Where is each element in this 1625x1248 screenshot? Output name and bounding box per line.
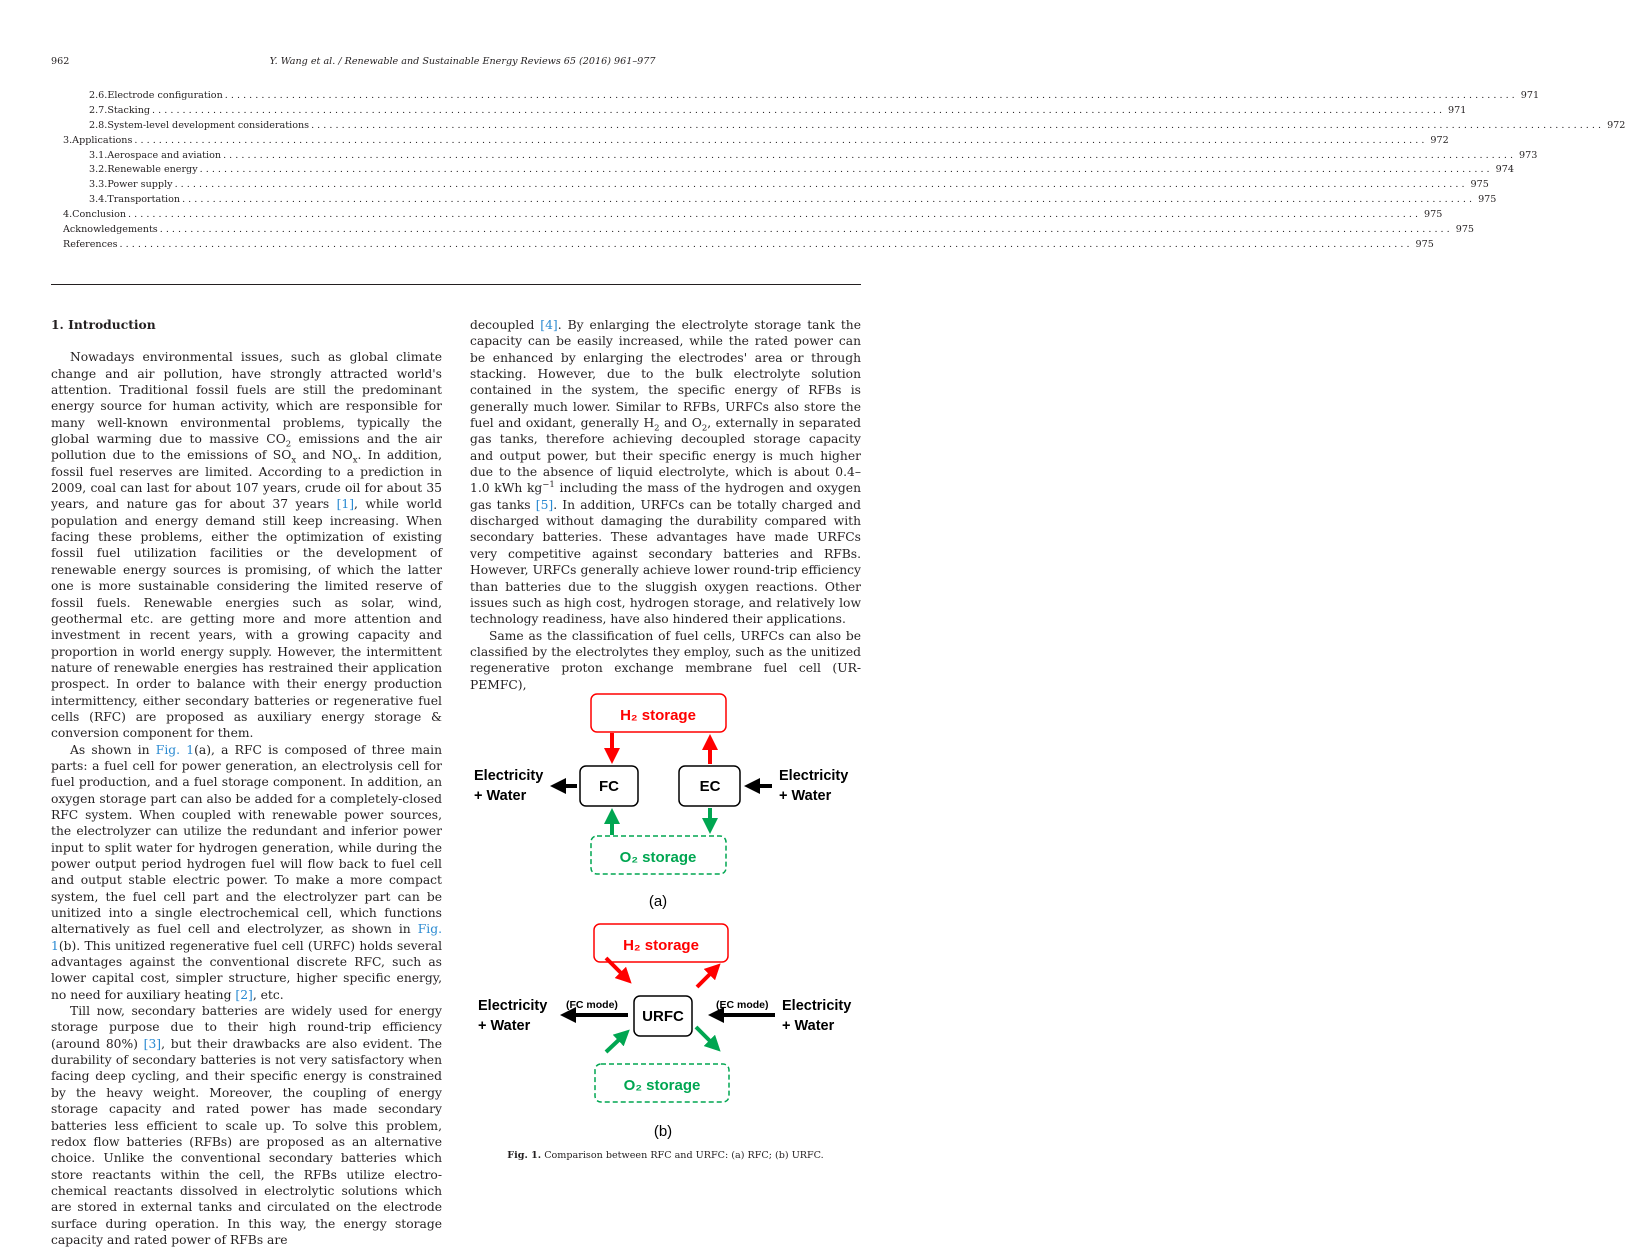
- toc-leader: [223, 149, 1513, 164]
- toc-page: 971: [1448, 104, 1467, 116]
- text-run: . In addition, URFCs can be totally charged and discharged without damaging the durability compared with secondary batteries. These advantages have made URFCs very competitive against secondary batteries and RFBs. However, URFCs generally achieve lower round-trip efficiency than batteries due to the sluggish oxygen reactions. Other issues such as high cost, hydrogen storage, and relatively low technology readiness, have also hindered their applications.: [470, 497, 861, 627]
- water-left: + Water: [474, 788, 527, 804]
- toc-leader: [128, 208, 1418, 223]
- toc-entry[interactable]: [63, 134, 1449, 149]
- toc-page: 975: [1478, 194, 1497, 206]
- fc-label: FC: [599, 778, 619, 795]
- paragraph: [51, 742, 442, 1004]
- figure-1: [470, 690, 861, 1145]
- text-run: −1: [542, 480, 555, 491]
- toc-leader: [225, 89, 1515, 104]
- text-run: x: [291, 455, 297, 466]
- toc-leader: [152, 104, 1442, 119]
- citation-link[interactable]: [5]: [535, 497, 554, 512]
- text-run: 2: [701, 423, 708, 434]
- toc-title: Conclusion: [72, 208, 128, 223]
- toc-title: Applications: [72, 134, 134, 149]
- paragraph: [51, 349, 442, 741]
- text-run: and NO: [296, 448, 353, 463]
- electricity-left: Electricity: [474, 768, 544, 784]
- toc-entry[interactable]: [63, 104, 1467, 119]
- toc-leader: [311, 119, 1601, 134]
- right-column: [470, 317, 861, 693]
- toc-title: Renewable energy: [107, 163, 199, 178]
- table-of-contents: [63, 89, 1625, 253]
- toc-number: 3.4.: [89, 194, 108, 206]
- toc-page: 975: [1424, 209, 1443, 221]
- text-run: (a), a RFC is composed of three main parts: a fuel cell for power generation, an electrolysis cell for fuel production, and a fuel storage component. In addition, an oxygen storage part can also be added for a completely-closed RFC system. When coupled with renewable power sources, the electrolyzer can utilize the redundant and inferior power input to split water for hydrogen generation, while during the power output period hydrogen fuel will flow back to fuel cell and output stable electric power. To make a more compact system, the fuel cell part and the electrolyzer part can be unitized into a single electrochemical cell, which functions alternatively as fuel cell and electrolyzer, as shown in: [51, 742, 442, 937]
- text-run: As shown in: [70, 742, 156, 757]
- citation-link[interactable]: [1]: [336, 497, 355, 512]
- toc-title: System-level development considerations: [107, 119, 311, 134]
- citation-link[interactable]: Fig. 1: [51, 922, 442, 953]
- citation-link[interactable]: [4]: [540, 318, 558, 332]
- toc-entry[interactable]: [63, 89, 1540, 104]
- text-run: decoupled: [470, 318, 541, 332]
- text-run: 2: [654, 423, 660, 434]
- toc-title: Acknowledgements: [63, 223, 160, 238]
- toc-page: 974: [1495, 164, 1514, 176]
- electricity-left: Electricity: [478, 998, 548, 1014]
- toc-leader: [134, 134, 1424, 149]
- toc-title: Power supply: [107, 178, 174, 193]
- text-run: including the mass of the hydrogen and oxygen gas tanks: [470, 481, 861, 512]
- toc-title: Transportation: [107, 193, 182, 208]
- text-run: x: [352, 455, 358, 466]
- toc-title: References: [63, 238, 120, 253]
- text-run: , while world population and energy demand still keep increasing. When facing these problems, either the optimization of existing fossil fuel utilization facilities or the development of renewable energy sources is promising, of which the latter one is more sustainable considering the limited reserve of fossil fuels. Renewable energies such as solar, wind, geothermal etc. are getting more and more attention and investment in recent years, with a growing capacity and proportion in world energy supply. However, the intermittent nature of renewable energies has restrained their application prospect. In order to balance with their energy production intermittency, either secondary batteries or regenerative fuel cells (RFC) are proposed as auxiliary energy storage & conversion component for them.: [51, 497, 442, 741]
- urfc-label: URFC: [642, 1008, 684, 1025]
- running-title: Y. Wang et al. / Renewable and Sustainable Energy Reviews 65 (2016) 961–977: [269, 56, 656, 67]
- text-run: Same as the classification of fuel cells, URFCs can also be classified by the electrolytes they employ, such as the unitized regenerative proton exchange membrane fuel cell (UR-PEMFC),: [470, 628, 861, 692]
- divider: [51, 284, 861, 285]
- caption-text: Comparison between RFC and URFC: (a) RFC; (b) URFC.: [541, 1150, 824, 1161]
- toc-leader: [175, 178, 1465, 193]
- toc-entry[interactable]: [63, 149, 1538, 164]
- electricity-right: Electricity: [779, 768, 849, 784]
- toc-entry[interactable]: [63, 178, 1489, 193]
- toc-number: 3.3.: [89, 179, 108, 191]
- toc-page: 975: [1455, 224, 1475, 236]
- text-run: 2: [285, 439, 292, 450]
- toc-entry[interactable]: [63, 163, 1514, 178]
- h2-storage-label: H₂ storage: [623, 937, 699, 954]
- subfig-b-label: (b): [653, 1123, 673, 1140]
- toc-number: 3.2.: [89, 164, 108, 176]
- citation-link[interactable]: Fig. 1: [155, 742, 195, 757]
- toc-entry[interactable]: [63, 193, 1497, 208]
- subfig-a-label: (a): [648, 893, 668, 910]
- toc-page: 975: [1415, 238, 1434, 250]
- toc-title: Electrode configuration: [107, 89, 224, 104]
- text-run: , etc.: [252, 987, 284, 1002]
- h2-storage-label: H₂ storage: [620, 707, 696, 724]
- paragraph: [470, 317, 861, 628]
- toc-entry[interactable]: [63, 119, 1625, 134]
- toc-number: 4.: [63, 209, 73, 221]
- caption-label: Fig. 1.: [507, 1150, 542, 1161]
- toc-title: Stacking: [107, 104, 152, 119]
- toc-page: 972: [1430, 134, 1449, 146]
- toc-page: 975: [1470, 179, 1489, 191]
- diagram-a: [474, 694, 848, 910]
- text-run: . By enlarging the electrolyte storage tank the capacity can be easily increased, while the rated power can be enhanced by enlarging the electrodes' area or through stacking. However, due to the bulk electrolyte solution contained in the system, the specific energy of RFBs is generally much lower. Similar to RFBs, URFCs also store the fuel and oxidant, generally H: [470, 318, 861, 431]
- toc-number: 2.8.: [89, 119, 108, 131]
- toc-number: 3.1.: [89, 149, 108, 161]
- toc-number: 2.7.: [89, 104, 108, 116]
- water-left: + Water: [478, 1018, 531, 1034]
- citation-link[interactable]: [3]: [143, 1036, 162, 1051]
- toc-leader: [160, 223, 1450, 238]
- ec-label: EC: [699, 778, 721, 795]
- electricity-right: Electricity: [782, 998, 852, 1014]
- toc-leader: [182, 193, 1472, 208]
- toc-page: 973: [1519, 149, 1538, 161]
- fc-mode-label: (FC mode): [566, 999, 618, 1011]
- diagram-b: [478, 924, 851, 1140]
- toc-title: Aerospace and aviation: [107, 149, 223, 164]
- text-run: (b). This unitized regenerative fuel cell (URFC) holds several advantages against the conventional discrete RFC, such as lower capital cost, simpler structure, higher specific energy, no need for auxiliary heating: [51, 938, 442, 1002]
- page-number: 962: [51, 56, 70, 67]
- text-run: Till now, secondary batteries are widely used for energy storage purpose due to their high round-trip efficiency (around 80%): [51, 1004, 442, 1051]
- figure-caption: [470, 1150, 861, 1161]
- text-run: emissions and the air pollution due to the emissions of SO: [51, 432, 442, 463]
- toc-entry[interactable]: [63, 223, 1475, 238]
- toc-leader: [120, 238, 1410, 253]
- water-right: + Water: [779, 788, 832, 804]
- toc-entry[interactable]: [63, 238, 1434, 253]
- text-run: , externally in separated gas tanks, therefore achieving decoupled storage capacity and output power, but their specific energy is much higher due to the absence of liquid electrolyte, which is about 0.4–1.0 kWh kg: [470, 416, 861, 496]
- o2-storage-label: O₂ storage: [623, 1077, 701, 1094]
- text-run: , but their drawbacks are also evident. The durability of secondary batteries is not very satisfactory when facing deep cycling, and their specific energy is constrained by the heavy weight. Moreover, the coupling of energy storage capacity and rated power has made secondary batteries less efficient to scale up. To solve this problem, redox flow batteries (RFBs) are proposed as an alternative choice. Unlike the conventional secondary batteries which store reactants within the cell, the RFBs utilize electro-chemical reactants dissolved in electrolytic solutions which are stored in external tanks and circulated on the electrode surface during operation. In this way, the energy storage capacity and rated power of RFBs are: [51, 1036, 442, 1247]
- o2-storage-label: O₂ storage: [619, 849, 697, 866]
- text-run: Nowadays environmental issues, such as global climate change and air pollution, have strongly attracted world's attention. Traditional fossil fuels are still the predominant energy source for human activity, which are responsible for many well-known environmental problems, typically the global warming due to massive CO: [51, 350, 442, 447]
- text-run: and O: [659, 416, 702, 431]
- citation-link[interactable]: [2]: [235, 987, 253, 1002]
- toc-number: 2.6.: [89, 90, 108, 101]
- left-column: [51, 317, 442, 1248]
- toc-page: 971: [1520, 90, 1540, 101]
- text-run: . In addition, fossil fuel reserves are limited. According to a prediction in 2009, coal can last for about 107 years, crude oil for about 35 years, and nature gas for about 37 years: [51, 448, 442, 512]
- section-heading: 1. Introduction: [51, 317, 156, 332]
- ec-mode-label: (EC mode): [716, 999, 769, 1011]
- toc-leader: [200, 163, 1490, 178]
- toc-entry[interactable]: [63, 208, 1443, 223]
- paragraph: [51, 1003, 442, 1248]
- water-right: + Water: [782, 1018, 835, 1034]
- paragraph: [470, 628, 861, 693]
- toc-page: 972: [1607, 119, 1625, 131]
- toc-number: 3.: [63, 134, 73, 146]
